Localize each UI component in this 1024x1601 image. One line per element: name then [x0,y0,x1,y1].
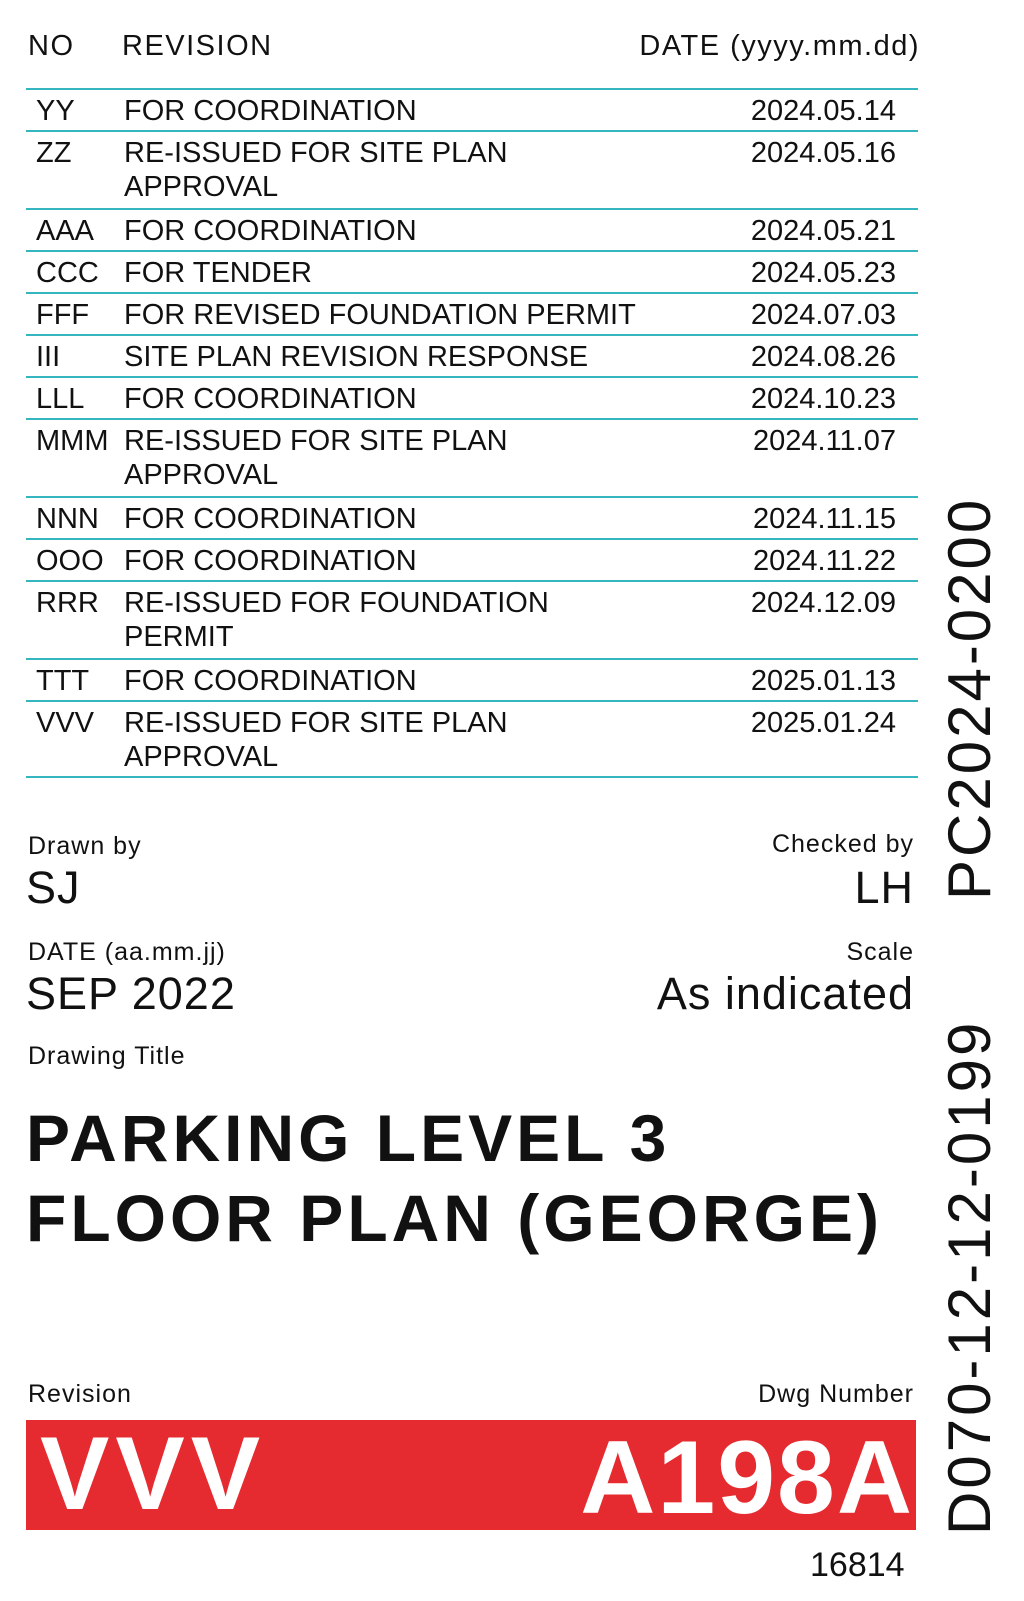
checked-by-value: LH [854,862,914,913]
revision-row [26,376,918,418]
revision-row-description [124,664,684,698]
revision-row-description [124,706,684,774]
revision-row [26,538,918,580]
drawing-title-line-2: FLOOR PLAN (GEORGE) [26,1181,883,1255]
revision-row-no: III [36,341,61,373]
revision-row-description-line: FOR COORDINATION [124,665,417,697]
revision-row-date: 2025.01.24 [750,707,896,739]
revision-row-date: 2024.08.26 [750,341,896,373]
revision-row-description [124,502,684,536]
revision-row-description-line: FOR COORDINATION [124,545,417,577]
revision-row-no: NNN [36,503,99,535]
revision-row-description [124,586,684,654]
revision-row [26,334,918,376]
revision-row-description-line: APPROVAL [124,171,279,203]
revision-value: VVV [40,1416,267,1532]
revision-row [26,418,918,496]
drawn-by-value: SJ [26,862,81,913]
side-number-top: PC2024-0200 [936,496,1003,900]
revision-table-header-no: NO [28,30,75,62]
revision-row-description [124,136,684,204]
revision-row-description-line: RE-ISSUED FOR FOUNDATION [124,587,549,619]
revision-row [26,88,918,130]
revision-row-date: 2024.11.07 [753,425,896,457]
checked-by-label: Checked by [771,830,914,858]
revision-row-description-line: RE-ISSUED FOR SITE PLAN [124,137,508,169]
revision-row-date: 2024.05.23 [750,257,896,289]
revision-row-description [124,214,684,248]
revision-row-no: ZZ [36,137,72,169]
revision-row-description-line: FOR COORDINATION [124,503,417,535]
revision-row-no: MMM [36,425,109,457]
revision-row-no: CCC [36,257,99,289]
revision-row-date: 2024.05.14 [750,95,896,127]
revision-row-no: RRR [36,587,99,619]
revision-row-description-line: FOR COORDINATION [124,383,417,415]
revision-row-no: OOO [36,545,104,577]
revision-row [26,580,918,658]
revision-table-header-revision: REVISION [122,30,273,62]
side-number-bottom: D070-12-12-0199 [936,1019,1003,1535]
revision-label: Revision [28,1380,132,1408]
revision-row [26,292,918,334]
revision-row-description-line: FOR TENDER [124,257,312,289]
date-value: SEP 2022 [26,968,236,1019]
revision-dwg-bar [26,1416,916,1536]
revision-row [26,658,918,700]
revision-row-date: 2024.05.16 [750,137,896,169]
revision-row-description-line: APPROVAL [124,741,279,773]
revision-row-no: VVV [36,707,95,739]
revision-row-description-line: RE-ISSUED FOR SITE PLAN [124,707,508,739]
revision-row-no: FFF [36,299,90,331]
revision-row [26,250,918,292]
dwg-number-value: A198A [580,1420,914,1536]
revision-row-date: 2024.05.21 [750,215,896,247]
dwg-number-label: Dwg Number [758,1380,914,1408]
revision-row-description [124,544,684,578]
revision-row-description-line: APPROVAL [124,459,279,491]
drawing-title-line-1: PARKING LEVEL 3 [26,1101,671,1175]
sheet-code: 16814 [810,1546,905,1584]
revision-table [26,88,918,778]
scale-label: Scale [846,938,914,966]
scale-value: As indicated [656,968,914,1019]
revision-row-date: 2025.01.13 [750,665,896,697]
revision-row-description [124,298,684,332]
revision-table-bottom-rule [26,776,918,778]
revision-row [26,130,918,208]
revision-row-no: YY [36,95,75,127]
revision-row-description-line: FOR COORDINATION [124,215,417,247]
revision-row-description [124,340,684,374]
revision-row-description-line: RE-ISSUED FOR SITE PLAN [124,425,508,457]
revision-row-description-line: FOR REVISED FOUNDATION PERMIT [124,299,636,331]
revision-row-no: TTT [36,665,90,697]
drawn-by-label: Drawn by [28,832,142,860]
revision-table-header-date: DATE (yyyy.mm.dd) [639,30,920,62]
revision-row [26,208,918,250]
date-label: DATE (aa.mm.jj) [28,938,226,966]
revision-row-description [124,256,684,290]
revision-row [26,496,918,538]
revision-row-date: 2024.12.09 [750,587,896,619]
revision-row [26,700,918,778]
revision-row-description [124,424,684,492]
revision-row-date: 2024.07.03 [750,299,896,331]
revision-row-date: 2024.11.22 [753,545,896,577]
revision-row-description-line: FOR COORDINATION [124,95,417,127]
revision-row-description [124,94,684,128]
revision-row-date: 2024.10.23 [750,383,896,415]
revision-row-description-line: PERMIT [124,621,234,653]
revision-row-date: 2024.11.15 [753,503,896,535]
revision-row-description-line: SITE PLAN REVISION RESPONSE [124,341,589,373]
drawing-title-label: Drawing Title [28,1042,186,1070]
revision-row-description [124,382,684,416]
revision-row-no: LLL [36,383,85,415]
revision-row-no: AAA [36,215,95,247]
